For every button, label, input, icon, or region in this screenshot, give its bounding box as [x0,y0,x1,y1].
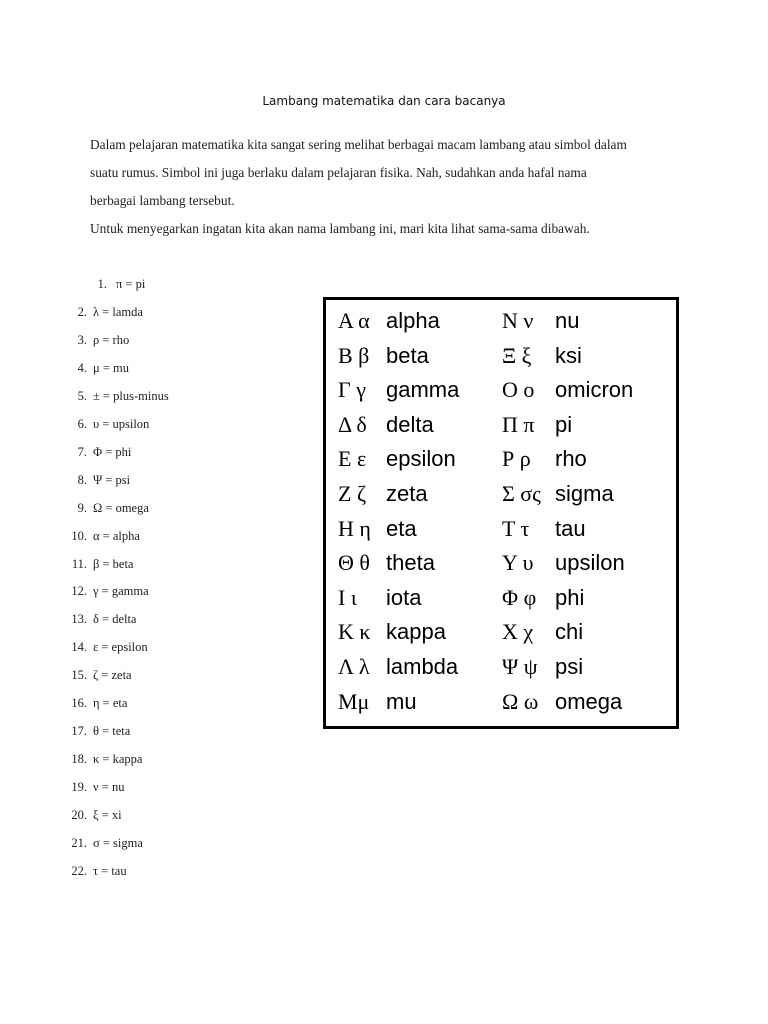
greek-letter-name: beta [386,342,429,368]
list-item-text: ε = epsilon [93,640,148,655]
greek-letter-symbols: Ρ ρ [502,446,531,472]
list-item-text: κ = kappa [93,752,143,767]
greek-table-row-right [326,408,676,442]
greek-letter-symbols: Σ σς [502,481,541,506]
greek-letter-name: theta [386,550,435,576]
list-item-text: π = pi [116,277,146,291]
list-item-number: 7. [77,444,87,459]
list-item-number: 6. [77,416,87,431]
greek-table-row-right [326,339,676,373]
greek-letter-symbols: Ψ ψ [502,654,538,679]
greek-letter-name: omicron [555,377,634,403]
intro-paragraph [90,135,690,247]
list-item-number: 3. [77,332,87,347]
list-item-text: μ = mu [93,360,129,375]
intro-line: Dalam pelajaran matematika kita sangat sering melihat berbagai macam lambang atau simbol dalam [90,137,627,152]
list-item-number: 8. [77,472,87,487]
greek-letter-name: kappa [386,619,446,645]
list-item-number: 22. [71,863,87,878]
list-item-text: τ = tau [93,863,127,878]
greek-table-row-right [326,512,676,546]
greek-letter-symbols: Λ λ [338,654,370,679]
greek-letter-name: alpha [386,308,440,333]
greek-letter-symbols: Χ χ [502,619,534,645]
list-item-text: γ = gamma [93,584,149,599]
greek-letter-name: nu [555,308,580,333]
list-item-number: 14. [71,640,87,655]
list-item-text: ζ = zeta [93,668,132,683]
greek-letter-name: upsilon [555,550,625,576]
greek-table-row-right [326,581,676,615]
greek-letter-name: delta [386,411,434,437]
list-item-text: δ = delta [93,612,137,627]
intro-line: suatu rumus. Simbol ini juga berlaku dalam pelajaran fisika. Nah, sudahkan anda hafal nama [90,165,587,180]
greek-letter-symbols: Ξ ξ [502,342,532,368]
list-item-text: Φ = phi [93,444,132,459]
list-item-number: 12. [71,584,87,599]
list-item-number: 16. [71,696,87,711]
list-item-number: 21. [71,836,87,850]
greek-letter-symbols: Ω ω [502,688,539,714]
greek-table-row-right [326,304,676,338]
greek-letter-symbols: Ζ ζ [338,481,367,506]
list-item-text: λ = lamda [93,304,143,319]
greek-letter-name: iota [386,584,422,610]
greek-letter-symbols: Υ υ [502,550,534,576]
greek-table-row-right [326,546,676,580]
greek-table-row-right [326,685,676,719]
list-item-text: α = alpha [93,528,140,543]
list-item-number: 18. [71,752,87,767]
greek-letter-symbols: Φ φ [502,584,537,610]
greek-letter-name: lambda [386,654,459,679]
greek-letter-name: eta [386,515,417,541]
list-item-number: 1. [97,277,107,291]
list-item-text: υ = upsilon [93,416,150,431]
greek-letter-symbols: Θ θ [338,550,370,576]
list-item-text: ξ = xi [93,808,122,823]
list-item-text: Ω = omega [93,500,149,515]
list-item-number: 13. [71,612,87,627]
list-item-number: 20. [71,808,87,823]
greek-letter-symbols: Ο ο [502,377,535,403]
list-item-text: η = eta [93,696,128,711]
greek-letter-name: zeta [386,481,428,506]
list-item-number: 10. [71,528,87,543]
greek-letter-name: rho [555,446,587,472]
greek-letter-symbols: Β β [338,342,370,368]
greek-letter-symbols: Ι ι [338,584,357,610]
greek-letter-symbols: Ν ν [502,308,534,333]
intro-line: berbagai lambang tersebut. [90,193,235,208]
greek-letter-name: mu [386,688,417,714]
greek-letter-name: gamma [386,377,460,403]
list-item-number: 2. [77,304,87,319]
list-item-number: 17. [71,724,87,739]
list-item-number: 19. [71,780,87,795]
greek-table-row-right [326,442,676,476]
greek-letter-symbols: Κ κ [338,619,371,645]
list-item-number: 15. [71,668,87,683]
list-item-text: ± = plus-minus [93,388,169,403]
greek-letter-name: tau [555,515,586,541]
greek-table-row-right [326,650,676,684]
greek-alphabet-table [323,297,679,729]
list-item-number: 11. [71,556,87,571]
list-item-text: β = beta [93,556,134,571]
greek-letter-name: ksi [555,342,582,368]
list-item-number: 5. [77,388,87,403]
list-item-text: ν = nu [93,780,125,795]
greek-letter-name: epsilon [386,446,456,472]
greek-letter-name: sigma [555,481,614,506]
greek-letter-name: phi [555,584,585,610]
greek-letter-symbols: Μμ [338,688,370,714]
greek-table-row-right [326,477,676,511]
greek-letter-name: psi [555,654,584,679]
list-item-number: 4. [77,360,87,375]
intro-line: Untuk menyegarkan ingatan kita akan nama lambang ini, mari kita lihat sama-sama dibawah. [90,221,590,236]
greek-letter-symbols: Ε ε [338,446,367,472]
greek-letter-symbols: Α α [338,308,370,333]
greek-letter-name: omega [555,688,623,714]
greek-table-row-right [326,615,676,649]
list-item-text: ρ = rho [93,332,130,347]
greek-letter-symbols: Τ τ [502,515,530,541]
list-item-number: 9. [77,500,87,515]
greek-letter-symbols: Δ δ [338,411,367,437]
greek-letter-name: pi [555,411,573,437]
greek-table-row-right [326,373,676,407]
greek-letter-symbols: Π π [502,411,535,437]
greek-letter-name: chi [555,619,584,645]
list-item-text: θ = teta [93,724,131,739]
greek-letter-symbols: Η η [338,515,371,541]
list-item-text: Ψ = psi [93,472,131,487]
greek-letter-symbols: Γ γ [338,377,366,403]
page-title: Lambang matematika dan cara bacanya [262,94,506,108]
list-item-text: σ = sigma [93,836,143,850]
